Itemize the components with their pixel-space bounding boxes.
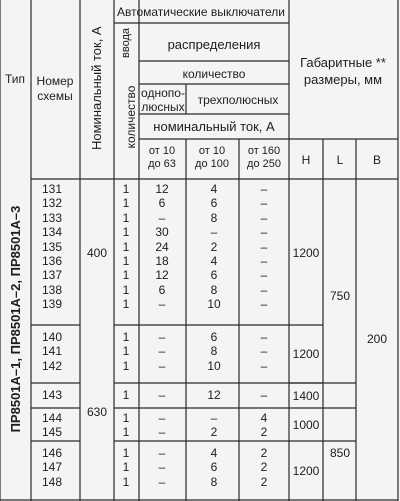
range-63-header: от 10 до 63 [148,145,176,170]
g1-c63 [150,182,174,312]
table-cell: 12 [207,388,221,402]
height-g5: 1200 [292,464,320,478]
length-850: 850 [329,446,351,460]
table-cell: 1 [122,358,130,373]
g5-c63 [150,446,174,489]
nominal-current-subheader: номинальный ток, А [153,119,275,134]
g4-inputs [116,411,136,440]
table-cell: 141 [42,344,63,359]
width-header: B [372,153,382,167]
g4-c100 [202,411,226,440]
g2-c250 [252,330,276,373]
height-g3: 1400 [292,389,320,403]
table-cell: 8 [210,210,218,225]
g4-schemes [42,411,62,440]
breakers-header: Автоматические выключатели [116,5,286,19]
quantity-vertical-header: количество [124,85,138,149]
table-cell: 6 [210,330,218,344]
table-cell: – [158,411,166,425]
table-cell: 2 [260,425,268,440]
height-g1: 1200 [292,246,320,260]
type-label: ПР8501А–1, ПР8501А–2, ПР8501А–3 [8,205,23,433]
table-cell: – [158,446,166,460]
table-cell: 8 [210,344,218,359]
dimensions-header: Габаритные ** размеры, мм [300,55,386,87]
table-cell: – [260,358,268,373]
g3-inputs [116,388,136,402]
table-cell: 10 [207,297,221,312]
table-cell: – [260,344,268,359]
table-cell: – [260,282,268,297]
g2-c63 [150,330,174,373]
type-header: Тип [4,72,26,86]
table-cell: 2 [260,460,268,475]
table-cell: – [210,225,218,240]
table-cell: 144 [42,411,63,425]
table-cell: 138 [42,282,63,297]
table-cell: 1 [122,254,130,269]
table-cell: 8 [210,282,218,297]
table-cell: – [158,460,166,475]
g1-schemes [42,182,62,312]
table-cell: 140 [42,330,63,344]
g4-c250 [252,411,276,440]
table-cell: 4 [210,446,218,460]
table-cell: – [260,225,268,240]
current-630: 630 [86,405,108,419]
g2-schemes [42,330,62,373]
width-200: 200 [366,332,388,346]
g5-c250 [252,446,276,489]
table-cell: – [158,388,166,402]
g2-inputs [116,330,136,373]
g4-c63 [150,411,174,440]
table-cell: 1 [122,239,130,254]
g5-schemes [42,446,62,489]
table-cell: 142 [42,358,63,373]
table-cell: 1 [122,268,130,283]
table-cell: 1 [122,225,130,240]
table-cell: – [158,330,166,344]
g3-c250 [252,388,276,402]
g3-c100 [202,388,226,402]
table-cell: 2 [260,474,268,489]
table-cell: 24 [155,239,169,254]
table-cell: 12 [155,182,169,196]
length-750: 750 [329,289,351,303]
table-cell: 10 [207,358,221,373]
height-g4: 1000 [292,418,320,432]
table-cell: – [158,344,166,359]
table-cell: 1 [122,446,130,460]
quantity-header: количество [182,67,246,81]
table-cell: 6 [210,268,218,283]
single-pole-header: однопо- люсных [141,86,185,114]
nominal-current-header: Номинальный ток, А [89,26,104,150]
table-cell: – [260,268,268,283]
table-cell: 12 [155,268,169,283]
table-cell: 133 [42,210,63,225]
length-header: L [336,153,344,167]
distribution-header: распределения [167,37,261,52]
table-cell: 1 [122,330,130,344]
table-cell: 137 [42,268,63,283]
table-cell: – [260,210,268,225]
range-250-header: от 160 до 250 [247,145,281,170]
table-cell: 6 [210,196,218,211]
table-cell: 134 [42,225,63,240]
table-cell: 1 [122,282,130,297]
table-cell: – [260,239,268,254]
table-cell: 132 [42,196,63,211]
table-cell: – [210,411,218,425]
table-cell: – [158,474,166,489]
table-cell: 1 [122,182,130,196]
table-cell: – [260,196,268,211]
table-cell: – [260,182,268,196]
table-cell: 6 [158,282,166,297]
height-g2: 1200 [292,347,320,361]
table-cell: 4 [210,254,218,269]
table-cell: 146 [42,446,63,460]
table-cell: 143 [42,388,63,402]
table-cell: 139 [42,297,63,312]
table-cell: – [158,358,166,373]
table-cell: 1 [122,474,130,489]
g5-inputs [116,446,136,489]
table-cell: – [158,425,166,440]
table-cell: 30 [155,225,169,240]
table-cell: 2 [260,446,268,460]
table-cell: 1 [122,460,130,475]
table-cell: – [158,210,166,225]
table-cell: 1 [122,344,130,359]
table-cell: 4 [210,182,218,196]
table-cell: 1 [122,388,130,402]
table-cell: 145 [42,425,63,440]
current-400: 400 [86,246,108,260]
table-cell: 135 [42,239,63,254]
g5-c100 [202,446,226,489]
g2-c100 [202,330,226,373]
range-100-header: от 10 до 100 [195,145,229,170]
g1-inputs [116,182,136,312]
table-cell: 1 [122,425,130,440]
table-cell: 1 [122,411,130,425]
table-cell: – [158,297,166,312]
scheme-header: Номер схемы [36,74,74,103]
g3-c63 [150,388,174,402]
three-pole-header: трехполюсных [197,93,279,107]
table-cell: – [260,388,268,402]
table-cell: 131 [42,182,63,196]
table-cell: – [260,330,268,344]
table-cell: 2 [210,425,218,440]
table-cell: 8 [210,474,218,489]
table-cell: 1 [122,210,130,225]
table-cell: 2 [210,239,218,254]
input-header: ввода [120,28,132,58]
table-cell: 147 [42,460,63,475]
table-cell: 6 [210,460,218,475]
g3-schemes [42,388,62,402]
table-cell: 4 [260,411,268,425]
g1-c100 [202,182,226,312]
height-header: H [301,153,311,167]
table-cell: – [260,254,268,269]
table-cell: – [260,297,268,312]
table-cell: 148 [42,474,63,489]
table-cell: 136 [42,254,63,269]
table-cell: 1 [122,196,130,211]
g1-c250 [252,182,276,312]
table-cell: 6 [158,196,166,211]
table-cell: 1 [122,297,130,312]
table-cell: 18 [155,254,169,269]
